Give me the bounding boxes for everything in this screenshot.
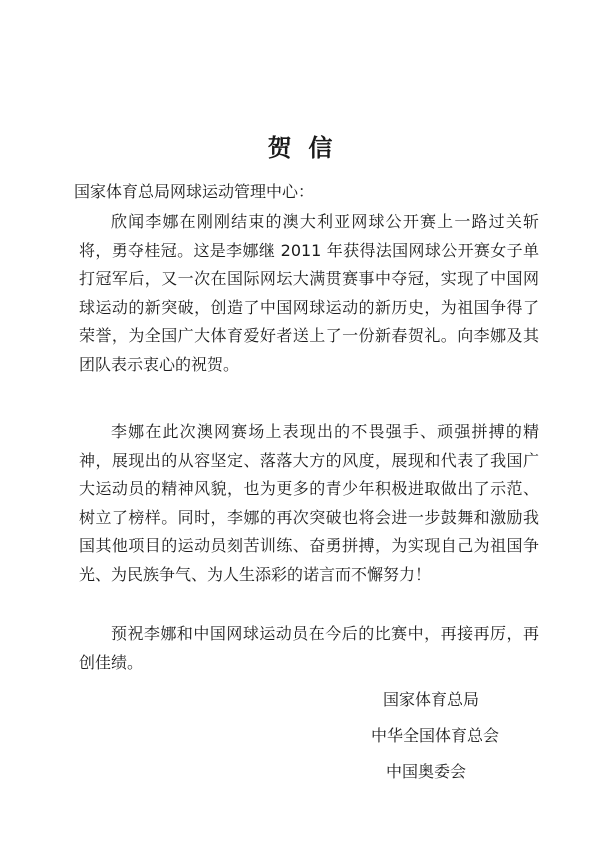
paragraph-wishes: 预祝李娜和中国网球运动员在今后的比赛中，再接再厉，再创佳绩。	[79, 624, 539, 672]
signatory-sports-federation: 中华全国体育总会	[371, 726, 500, 745]
paragraph-spirit: 李娜在此次澳网赛场上表现出的不畏强手、顽强拼搏的精神，展现出的从容坚定、落落大方的风度，展现和代表了我国广大运动员的精神风貌，也为更多的青少年积极进取做出了示范、树立了榜样。同时，李娜的再次突破也将会进一步鼓舞和激励我国其他项目的运动员刻苦训练、奋勇拼搏，为实现自己为祖国争光、为民族争气、为人生添彩的诺言而不懈努力！	[79, 422, 539, 584]
signatory-olympic-committee: 中国奥委会	[386, 762, 467, 781]
salutation: 国家体育总局网球运动管理中心：	[74, 182, 315, 201]
signatory-sport-administration: 国家体育总局	[383, 690, 480, 709]
letter-title: 贺 信	[267, 134, 333, 162]
paragraph-congratulation: 欣闻李娜在刚刚结束的澳大利亚网球公开赛上一路过关斩将，勇夺桂冠。这是李娜继 2011 年获得法国网球公开赛女子单打冠军后，又一次在国际网坛大满贯赛事中夺冠，实现了中国网球运动的新突破，创造了中国网球运动的新历史，为祖国争得了荣誉，为全国广大体育爱好者送上了一份新春贺礼。向李娜及其团队表示衷心的祝贺。	[79, 212, 539, 374]
